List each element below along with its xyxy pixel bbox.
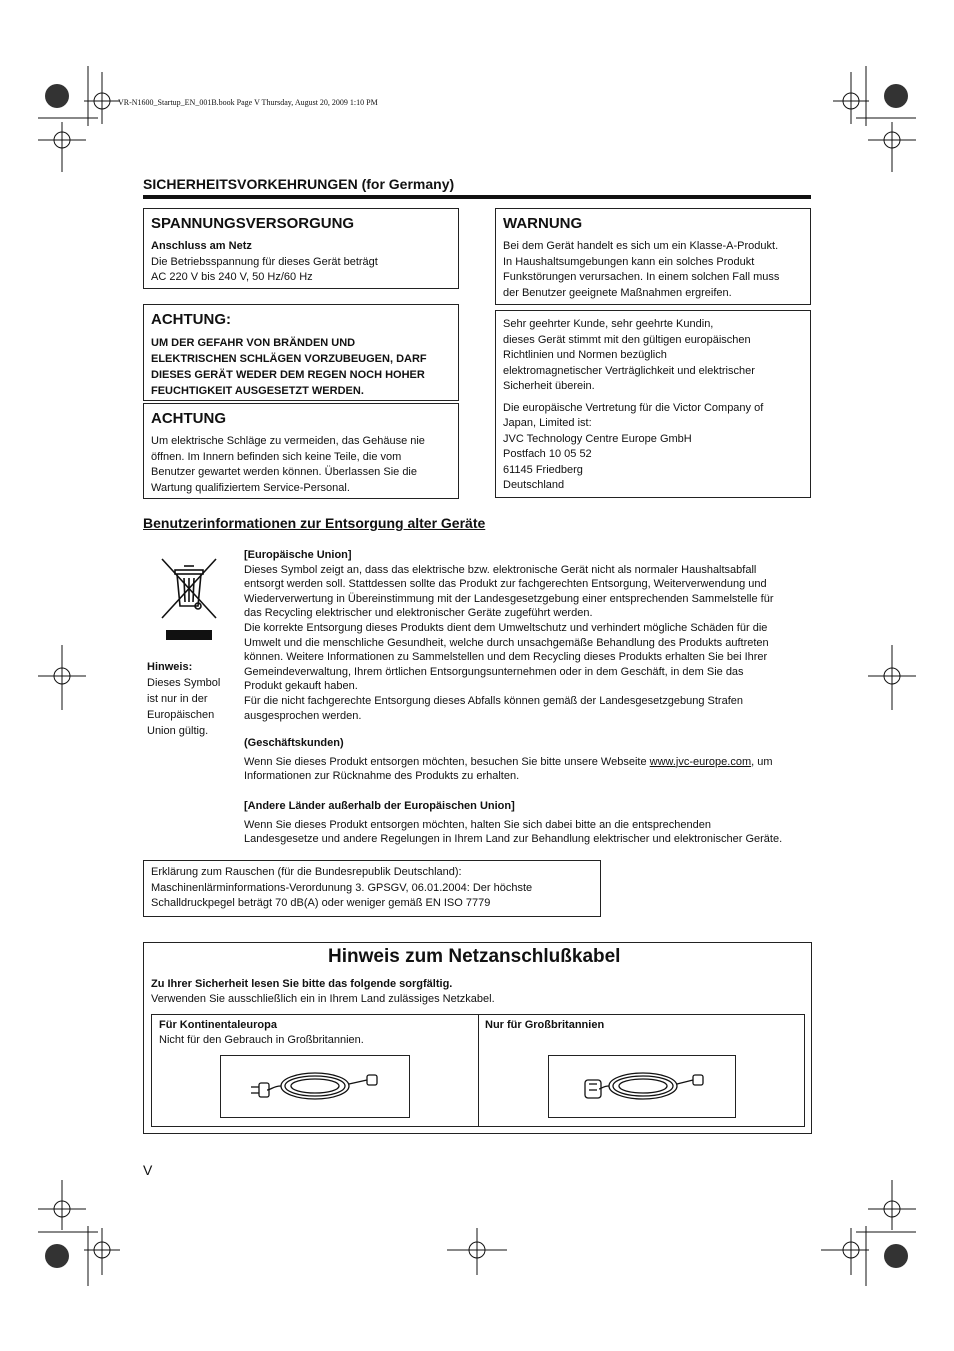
achtung-line: Wartung qualifiziertem Service-Personal. (151, 481, 350, 494)
eu-section (244, 548, 814, 847)
noise-line: Erklärung zum Rauschen (für die Bundesrepublik Deutschland): (151, 866, 462, 878)
eu-line: können. Weitere Informationen zu Sammelstellen und dem Recycling dieses Produkts erhalten Sie bei Ihrer (244, 651, 768, 664)
spannung-line2: AC 220 V bis 240 V, 50 Hz/60 Hz (151, 271, 313, 283)
warnung-title: WARNUNG (503, 215, 583, 232)
spannung-line1: Die Betriebsspannung für dieses Gerät beträgt (151, 255, 378, 268)
eu-line: Wiederverwertung in Übereinstimmung mit der Landesgesetzgebung einer entsprechenden Sammelstelle für (244, 592, 774, 605)
noise-line: Maschinenlärminformations-Verordunung 3. GPSGV, 06.01.2004: Der höchste (151, 881, 533, 894)
representative-line: Postfach 10 05 52 (503, 448, 592, 460)
disposal-title: Benutzerinformationen zur Entsorgung alter Geräte (143, 515, 486, 531)
uk-power-cord-figure (548, 1055, 736, 1118)
eu-line: Produkt gekauft haben. (244, 680, 358, 693)
page-number: V (143, 1162, 153, 1178)
customer-line: dieses Gerät stimmt mit den gültigen europäischen (503, 333, 751, 346)
business-line (244, 755, 814, 770)
achtung-title: ACHTUNG (151, 410, 226, 427)
achtung-line: öffnen. Im Innern befinden sich keine Teile, die vom (151, 450, 402, 463)
business-line: Informationen zur Rücknahme des Produkts zu erhalten. (244, 770, 520, 783)
uk-plug-cord-icon (549, 1056, 735, 1117)
power-cord-line: Verwenden Sie ausschließlich ein in Ihrem Land zulässiges Netzkabel. (151, 993, 495, 1005)
noise-declaration-box (143, 860, 601, 917)
eu-line: Umwelt und die menschliche Gesundheit, welche durch unsachgemäße Behandlung des Produkts auftreten (244, 636, 769, 649)
spannung-box (143, 208, 459, 289)
warnung-box (495, 208, 811, 305)
eu-heading: [Europäische Union] (244, 549, 352, 561)
representative-line: Die europäische Vertretung für die Victor Company of (503, 401, 764, 414)
warnung-line: Bei dem Gerät handelt es sich um ein Klasse-A-Produkt. (503, 240, 779, 252)
achtung-line: Um elektrische Schläge zu vermeiden, das Gehäuse nie (151, 435, 425, 447)
achtung-warning-line: FEUCHTIGKEIT AUSGESETZT WERDEN. (151, 385, 364, 397)
eu-plug-cord-icon (221, 1056, 409, 1117)
hinweis-note (147, 659, 220, 739)
uk-heading: Nur für Großbritannien (485, 1019, 605, 1031)
customer-info-box (495, 310, 811, 498)
customer-line: Sehr geehrter Kunde, sehr geehrte Kundin, (503, 318, 714, 330)
spannung-title: SPANNUNGSVERSORGUNG (151, 215, 355, 232)
page-title: SICHERHEITSVORKEHRUNGEN (for Germany) (143, 176, 455, 192)
hinweis-line: Union gültig. (147, 725, 209, 737)
achtung-box (143, 403, 459, 499)
representative-line: Deutschland (503, 479, 565, 491)
eu-line: Dieses Symbol zeigt an, dass das elektrische bzw. elektronische Gerät nicht als normaler Haushaltsabfall (244, 563, 757, 576)
eu-line: ausgesprochen werden. (244, 709, 362, 722)
customer-line: Richtlinien und Normen bezüglich (503, 349, 667, 361)
spannung-subtitle: Anschluss am Netz (151, 240, 252, 252)
eu-power-cord-figure (220, 1055, 410, 1118)
representative-line: JVC Technology Centre Europe GmbH (503, 432, 692, 445)
warnung-line: In Haushaltsumgebungen kann ein solches Produkt (503, 255, 755, 268)
hinweis-line: Dieses Symbol (147, 677, 221, 689)
power-cord-safety-line: Zu Ihrer Sicherheit lesen Sie bitte das folgende sorgfältig. (151, 978, 453, 990)
power-cord-title: Hinweis zum Netzanschlußkabel (328, 946, 621, 967)
other-countries-line: Wenn Sie dieses Produkt entsorgen möchten, halten Sie sich dabei bitte an die entsprechenden (244, 818, 711, 831)
eu-line: Gemeindeverwaltung, Ihrem örtlichen Entsorgungsunternehmen oder in dem Geschäft, in dem Sie das (244, 665, 744, 678)
customer-line: elektromagnetischer Verträglichkeit und elektrischer (503, 364, 755, 377)
business-text: Wenn Sie dieses Produkt entsorgen möchten, besuchen Sie bitte unsere Webseite (244, 755, 650, 768)
other-countries-heading: [Andere Länder außerhalb der Europäischen Union] (244, 799, 515, 812)
eu-line: entsorgt werden soll. Stattdessen sollte das Produkt zur fachgerechten Entsorgung, Weiterverwendung und (244, 578, 767, 591)
cord-table (151, 1014, 805, 1127)
hinweis-line: Europäischen (147, 709, 215, 721)
title-rule (143, 195, 811, 199)
customer-line: Sicherheit überein. (503, 380, 595, 392)
achtung-warning-line: DIESES GERÄT WEDER DEM REGEN NOCH HOHER (151, 369, 425, 381)
business-heading: (Geschäftskunden) (244, 737, 344, 750)
representative-line: Japan, Limited ist: (503, 417, 592, 429)
achtung-line: Benutzer gewartet werden können. Überlassen Sie die (151, 466, 417, 478)
hinweis-title: Hinweis: (147, 661, 193, 673)
eu-line: Die korrekte Entsorgung dieses Produkts dient dem Umweltschutz und verhindert mögliche Schäden für die (244, 621, 768, 634)
achtung-warning-title: ACHTUNG: (151, 311, 231, 328)
continental-europe-heading: Für Kontinentaleuropa (159, 1019, 277, 1031)
achtung-warning-box (143, 304, 459, 401)
cord-table-divider (478, 1015, 479, 1126)
achtung-warning-line: UM DER GEFAHR VON BRÄNDEN UND (151, 337, 356, 349)
power-cord-box (143, 942, 812, 1134)
eu-line: das Recycling elektrischer und elektronischer Geräte zugeführt werden. (244, 607, 593, 620)
other-countries-line: Landesgesetze und andere Regelungen in Ihrem Land zur Behandlung elektrischer und elektronischer Geräte. (244, 833, 783, 846)
eu-line: Für die nicht fachgerechte Entsorgung dieses Abfalls können gemäß der Landesgesetzgebung Strafen (244, 694, 743, 707)
warnung-line: der Benutzer geeignete Maßnahmen ergreifen. (503, 286, 732, 299)
achtung-warning-line: ELEKTRISCHEN SCHLÄGEN VORZUBEUGEN, DARF (151, 353, 427, 365)
continental-europe-text: Nicht für den Gebrauch in Großbritannien. (159, 1034, 364, 1046)
representative-line: 61145 Friedberg (503, 463, 583, 476)
weee-bin-icon (158, 556, 220, 646)
business-text: , um (751, 755, 773, 768)
hinweis-line: ist nur in der (147, 693, 208, 705)
noise-line: Schalldruckpegel beträgt 70 dB(A) oder weniger gemäß EN ISO 7779 (151, 897, 491, 909)
jvc-website-link[interactable]: www.jvc-europe.com (649, 755, 752, 768)
warnung-line: Funkstörungen verursachen. In einem solchen Fall muss (503, 271, 780, 283)
file-meta-line: VR-N1600_Startup_EN_001B.book Page V Thursday, August 20, 2009 1:10 PM (118, 98, 378, 107)
